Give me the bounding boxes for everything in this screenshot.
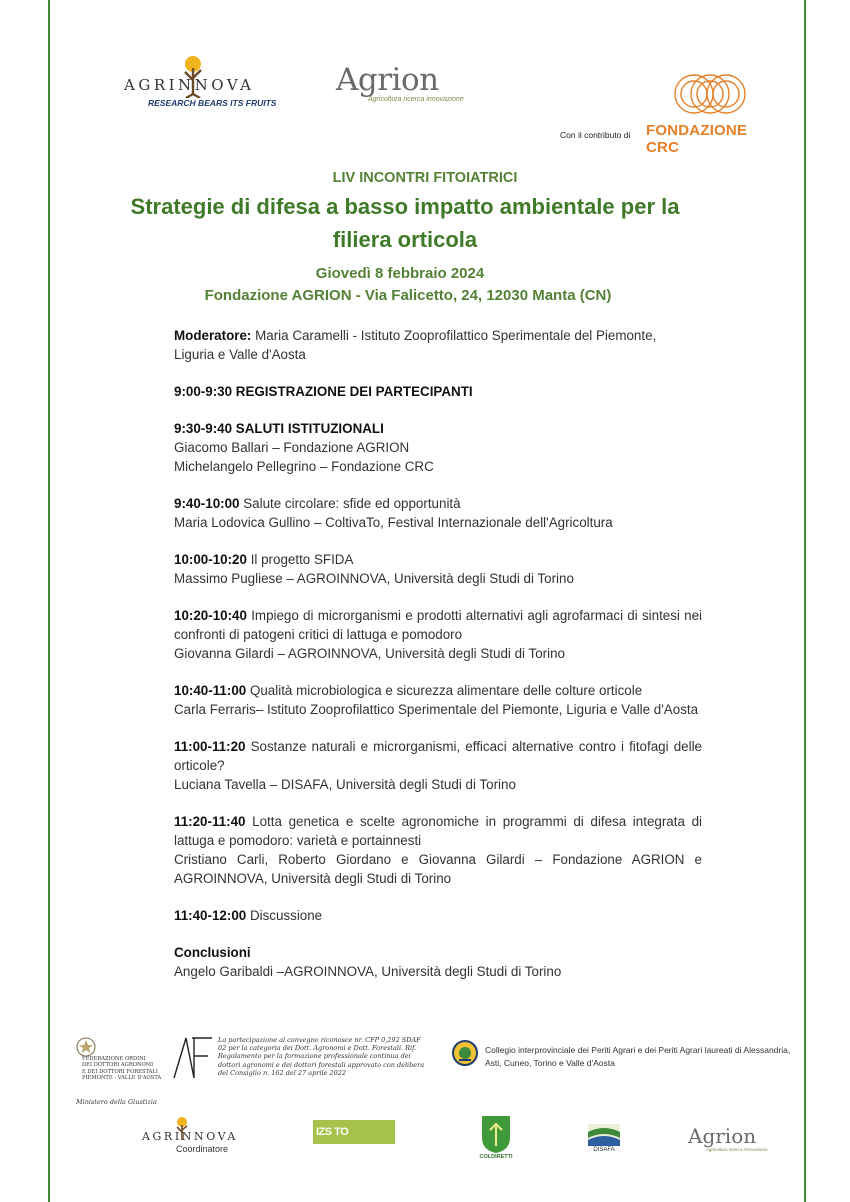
program-item	[174, 550, 702, 588]
crc-rings-icon	[670, 70, 750, 118]
agroinnova-wordmark: AGRINNOVA	[142, 1130, 238, 1143]
af-logo-icon	[172, 1034, 214, 1080]
izsto-label: IZS TO	[316, 1126, 349, 1138]
coordinator-label: Coordinatore	[176, 1144, 229, 1154]
event-venue: Fondazione AGRION - Via Falicetto, 24, 12030 Manta (CN)	[204, 287, 612, 304]
izsto-logo	[313, 1120, 395, 1144]
event-title	[100, 190, 710, 256]
item-topic: Impiego di microrganismi e prodotti alternativi agli agrofarmaci di sintesi nei confronti di patogeni critici di lattuga e pomodoro	[174, 608, 702, 642]
item-time: 11:20-11:40	[174, 814, 246, 829]
program	[174, 326, 702, 999]
item-time: 11:40-12:00	[174, 908, 247, 923]
disafa-fields-icon	[586, 1122, 622, 1148]
federation-name: FEDERAZIONE ORDINI DEI DOTTORI AGRONOMI E DEI DOTTORI FORESTALI PIEMONTE - VALLE D'AOSTA	[82, 1056, 162, 1082]
program-item	[174, 943, 702, 981]
program-item	[174, 419, 702, 476]
coldiretti-logo	[476, 1114, 516, 1160]
coldiretti-label: COLDIRETTI	[479, 1154, 513, 1160]
item-speaker: Carla Ferraris– Istituto Zooprofilattico Sperimentale del Piemonte, Liguria e Valle d'Aosta	[174, 702, 699, 717]
moderator-affiliation-cont: Liguria e Valle d'Aosta	[174, 347, 306, 362]
moderator-name: Maria Caramelli	[251, 328, 349, 343]
item-time: 10:20-10:40	[174, 608, 247, 623]
event-series: LIV INCONTRI FITOIATRICI	[332, 170, 518, 186]
item-time: 9:30-9:40 SALUTI ISTITUZIONALI	[174, 421, 384, 436]
item-time: 10:40-11:00	[174, 683, 247, 698]
moderator-affiliation: - Istituto Zooprofilattico Sperimentale del Piemonte,	[348, 328, 657, 343]
disafa-label: DISAFA	[593, 1147, 615, 1153]
cfp-note: La partecipazione al convegno riconosce nr. CFP 0,292 SDAF 02 per la categoria dei Dott. Agronomi e Dott. Forestali. Rif. Regolamento per la formazione professionale continua dei dottori agronomi e dei dottori forestali approvato con delibera del Consiglio n. 162 del 27 aprile 2022	[218, 1036, 425, 1077]
sponsor-contribution-label: Con il contributo di	[560, 130, 631, 140]
collegio-text: Collegio interprovinciale dei Periti Agrari e dei Periti Agrari laureati di Alessandria, Asti, Cuneo, Torino e Valle d'Aosta	[485, 1045, 791, 1068]
star-emblem-icon	[74, 1036, 98, 1058]
event-title-line-2: filiera orticola	[332, 227, 478, 252]
program-item	[174, 382, 702, 401]
item-speaker: Maria Lodovica Gullino – ColtivaTo, Festival Internazionale dell'Agricoltura	[174, 515, 613, 530]
agrion-tagline: Agricoltura ricerca innovazione	[368, 96, 464, 103]
item-speaker: Michelangelo Pellegrino – Fondazione CRC	[174, 459, 434, 474]
item-time: 10:00-10:20	[174, 552, 247, 567]
program-item	[174, 812, 702, 888]
agrion-logo	[336, 62, 486, 112]
agrion-logo-footer	[688, 1124, 768, 1160]
item-topic: Sostanze naturali e microrganismi, efficaci alternative contro i fitofagi delle orticole?	[174, 739, 702, 773]
collegio-badge-icon	[451, 1038, 479, 1068]
item-speaker: Massimo Pugliese – AGROINNOVA, Università degli Studi di Torino	[174, 571, 574, 586]
item-topic: Discussione	[246, 908, 323, 923]
moderator-block	[174, 326, 702, 364]
event-title-line-1: Strategie di difesa a basso impatto ambientale per la	[130, 194, 680, 219]
item-time: Conclusioni	[174, 945, 251, 960]
item-speaker: Luciana Tavella – DISAFA, Università degli Studi di Torino	[174, 777, 516, 792]
ministry-label: Ministero della Giustizia	[76, 1098, 157, 1106]
item-time: 11:00-11:20	[174, 739, 246, 754]
disafa-logo	[586, 1122, 622, 1156]
agrion-wordmark: Agrion	[336, 62, 439, 98]
item-topic: Il progetto SFIDA	[246, 552, 354, 567]
item-speaker: Giovanna Gilardi – AGROINNOVA, Università degli Studi di Torino	[174, 646, 565, 661]
program-item	[174, 681, 702, 719]
moderator-label: Moderatore:	[174, 328, 252, 343]
federation-emblem	[68, 1036, 178, 1106]
sponsor-name: FONDAZIONE CRC	[646, 122, 748, 156]
item-speaker: Giacomo Ballari – Fondazione AGRION	[174, 440, 410, 455]
agrion-wordmark: Agrion	[688, 1124, 757, 1148]
agroinnova-tagline: RESEARCH BEARS ITS FRUITS	[148, 98, 277, 108]
item-time: 9:40-10:00	[174, 496, 240, 511]
event-date: Giovedì 8 febbraio 2024	[315, 265, 485, 282]
program-item	[174, 494, 702, 532]
item-speaker: Cristiano Carli, Roberto Giordano e Giovanna Gilardi – Fondazione AGRION e AGROINNOVA, Università degli Studi di Torino	[174, 852, 702, 886]
item-topic: Lotta genetica e scelte agronomiche in programmi di difesa integrata di lattuga e pomodoro: varietà e portainnesti	[174, 814, 702, 848]
program-item	[174, 737, 702, 794]
agroinnova-logo	[118, 52, 298, 112]
coldiretti-shield-icon	[476, 1114, 516, 1154]
agroinnova-wordmark: AGRINNOVA	[124, 76, 255, 94]
item-speaker: Angelo Garibaldi –AGROINNOVA, Università degli Studi di Torino	[174, 964, 562, 979]
item-time: 9:00-9:30 REGISTRAZIONE DEI PARTECIPANTI	[174, 384, 473, 399]
program-item	[174, 606, 702, 663]
item-topic: Qualità microbiologica e sicurezza alimentare delle colture orticole	[246, 683, 643, 698]
item-topic: Salute circolare: sfide ed opportunità	[239, 496, 461, 511]
program-item	[174, 906, 702, 925]
fondazione-crc-logo	[560, 70, 780, 156]
agrion-tagline: Agricoltura ricerca innovazione	[706, 1147, 768, 1152]
agroinnova-coordinator-logo	[142, 1116, 252, 1160]
